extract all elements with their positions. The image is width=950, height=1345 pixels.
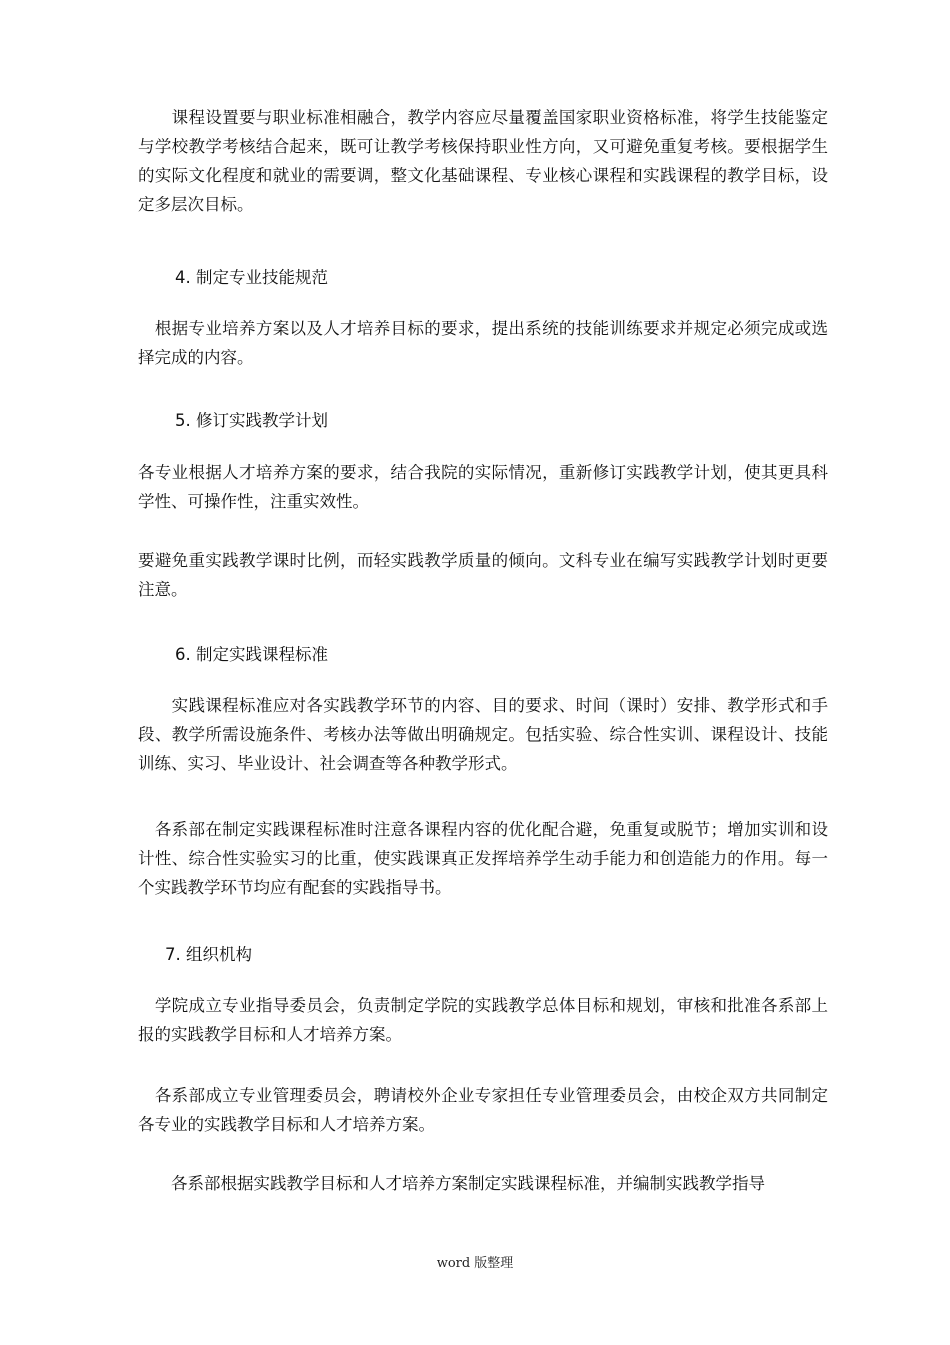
- heading-7: 7. 组织机构: [165, 945, 252, 964]
- paragraph-course-standard: 实践课程标准应对各实践教学环节的内容、目的要求、时间（课时）安排、教学形式和手段、教学所需设施条件、考核办法等做出明确规定。包括实验、综合性实训、课程设计、技能训练、实习、毕业设计、社会调查等各种教学形式。: [138, 696, 828, 773]
- paragraph-revise-plan: 各专业根据人才培养方案的要求，结合我院的实际情况，重新修订实践教学计划，使其更具科学性、可操作性，注重实效性。: [138, 463, 828, 511]
- page-footer: word 版整理: [436, 1256, 514, 1271]
- paragraph-department-standard: 各系部在制定实践课程标准时注意各课程内容的优化配合避，免重复或脱节；增加实训和设计性、综合性实验实习的比重，使实践课真正发挥培养学生动手能力和创造能力的作用。每一个实践教学环节均应有配套的实践指导书。: [138, 820, 828, 897]
- heading-6: 6. 制定实践课程标准: [175, 645, 328, 664]
- paragraph-course-setting: 课程设置要与职业标准相融合，教学内容应尽量覆盖国家职业资格标准，将学生技能鉴定与学校教学考核结合起来，既可让教学考核保持职业性方向，又可避免重复考核。要根据学生的实际文化程度和就业的需要调，整文化基础课程、专业核心课程和实践课程的教学目标，设定多层次目标。: [138, 108, 828, 214]
- paragraph-skill-norms: 根据专业培养方案以及人才培养目标的要求，提出系统的技能训练要求并规定必须完成或选择完成的内容。: [138, 319, 828, 367]
- paragraph-guidance-book: 各系部根据实践教学目标和人才培养方案制定实践课程标准，并编制实践教学指导: [138, 1174, 765, 1193]
- paragraph-management-committee: 各系部成立专业管理委员会，聘请校外企业专家担任专业管理委员会，由校企双方共同制定各专业的实践教学目标和人才培养方案。: [138, 1086, 828, 1134]
- paragraph-guidance-committee: 学院成立专业指导委员会，负责制定学院的实践教学总体目标和规划，审核和批准各系部上报的实践教学目标和人才培养方案。: [138, 996, 828, 1044]
- heading-5: 5. 修订实践教学计划: [175, 411, 328, 430]
- paragraph-avoid-ratio: 要避免重实践教学课时比例，而轻实践教学质量的倾向。文科专业在编写实践教学计划时更要注意。: [138, 551, 828, 599]
- heading-4: 4. 制定专业技能规范: [175, 268, 328, 287]
